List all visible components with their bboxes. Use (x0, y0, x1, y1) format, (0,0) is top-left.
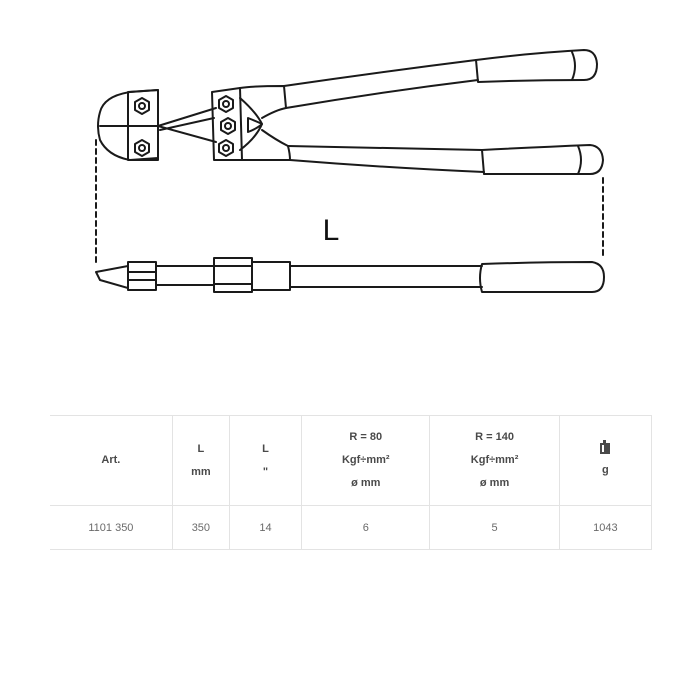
dimension-label: L (322, 214, 340, 247)
header-line: Kgf÷mm² (470, 454, 519, 466)
cell-weight: 1043 (559, 506, 651, 550)
header-line: R = 80 (349, 431, 383, 443)
bolt-cutter-side-view (96, 258, 604, 292)
cell-length-inch: 14 (229, 506, 301, 550)
header-line: ø mm (351, 477, 381, 489)
table-row (50, 506, 652, 550)
header-article (50, 416, 172, 506)
header-line: g (602, 464, 609, 476)
cell-capacity-r140: 5 (430, 506, 559, 550)
header-length-inch (229, 416, 301, 506)
bolt-cutter-drawing (0, 0, 700, 330)
cell-capacity-r80: 6 (302, 506, 430, 550)
bolt-cutter-top-view (98, 50, 603, 174)
header-line: L (197, 442, 205, 455)
spec-table (50, 415, 652, 550)
weight-icon (597, 439, 613, 455)
header-line: mm (191, 465, 211, 478)
table-header-row (50, 416, 652, 506)
header-length-mm (172, 416, 229, 506)
header-line: R = 140 (475, 431, 514, 443)
cell-length-mm: 350 (172, 506, 229, 550)
cell-article: 1101 350 (50, 506, 172, 550)
header-line: " (262, 465, 269, 478)
header-capacity-r140 (430, 416, 559, 506)
header-line: Kgf÷mm² (341, 454, 390, 466)
header-capacity-r80 (302, 416, 430, 506)
header-line: L (262, 442, 269, 455)
header-line: ø mm (479, 477, 510, 489)
header-weight (559, 416, 651, 506)
header-line: Art. (101, 454, 121, 466)
